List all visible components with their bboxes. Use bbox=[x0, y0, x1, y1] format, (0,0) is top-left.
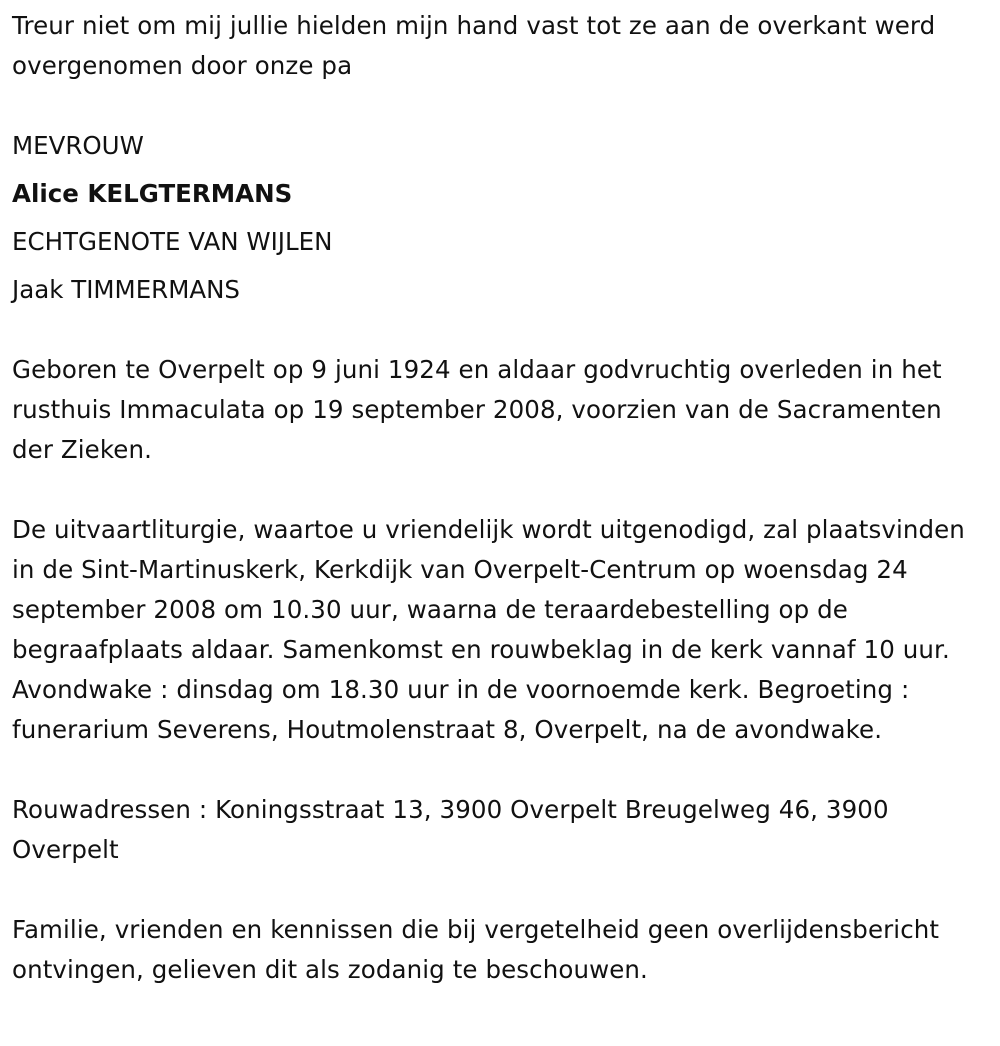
salutation: MEVROUW bbox=[12, 131, 144, 160]
funeral-paragraph: De uitvaartliturgie, waartoe u vriendelijk wordt uitgenodigd, zal plaatsvinden in de Sint-Martinuskerk, Kerkdijk van Overpelt-Centrum op woensdag 24 september 2008 om 10.30 uur, waarna de teraardebestelling op de begraafplaats aldaar. Samenkomst en rouwbeklag in de kerk vannaf 10 uur. Avondwake : dinsdag om 18.30 uur in de voornoemde kerk. Begroeting : funerarium Severens, Houtmolenstraat 8, Overpelt, na de avondwake. bbox=[12, 515, 965, 744]
spacer bbox=[12, 750, 988, 790]
spouse-name: Jaak TIMMERMANS bbox=[12, 275, 240, 304]
spacer bbox=[12, 86, 988, 126]
deceased-name: Alice KELGTERMANS bbox=[12, 179, 293, 208]
intro-verse: Treur niet om mij jullie hielden mijn hand vast tot ze aan de overkant werd overgenomen door onze pa bbox=[12, 11, 936, 80]
spacer bbox=[12, 870, 988, 910]
addresses-paragraph: Rouwadressen : Koningsstraat 13, 3900 Overpelt Breugelweg 46, 3900 Overpelt bbox=[12, 795, 889, 864]
spacer bbox=[12, 310, 988, 350]
closing-paragraph: Familie, vrienden en kennissen die bij vergetelheid geen overlijdensbericht ontvingen, gelieven dit als zodanig te beschouwen. bbox=[12, 915, 940, 984]
relation-line: ECHTGENOTE VAN WIJLEN bbox=[12, 227, 333, 256]
birth-death-paragraph: Geboren te Overpelt op 9 juni 1924 en aldaar godvruchtig overleden in het rusthuis Immaculata op 19 september 2008, voorzien van de Sacramenten der Zieken. bbox=[12, 355, 942, 464]
deceased-header bbox=[12, 122, 988, 314]
spacer bbox=[12, 470, 988, 510]
